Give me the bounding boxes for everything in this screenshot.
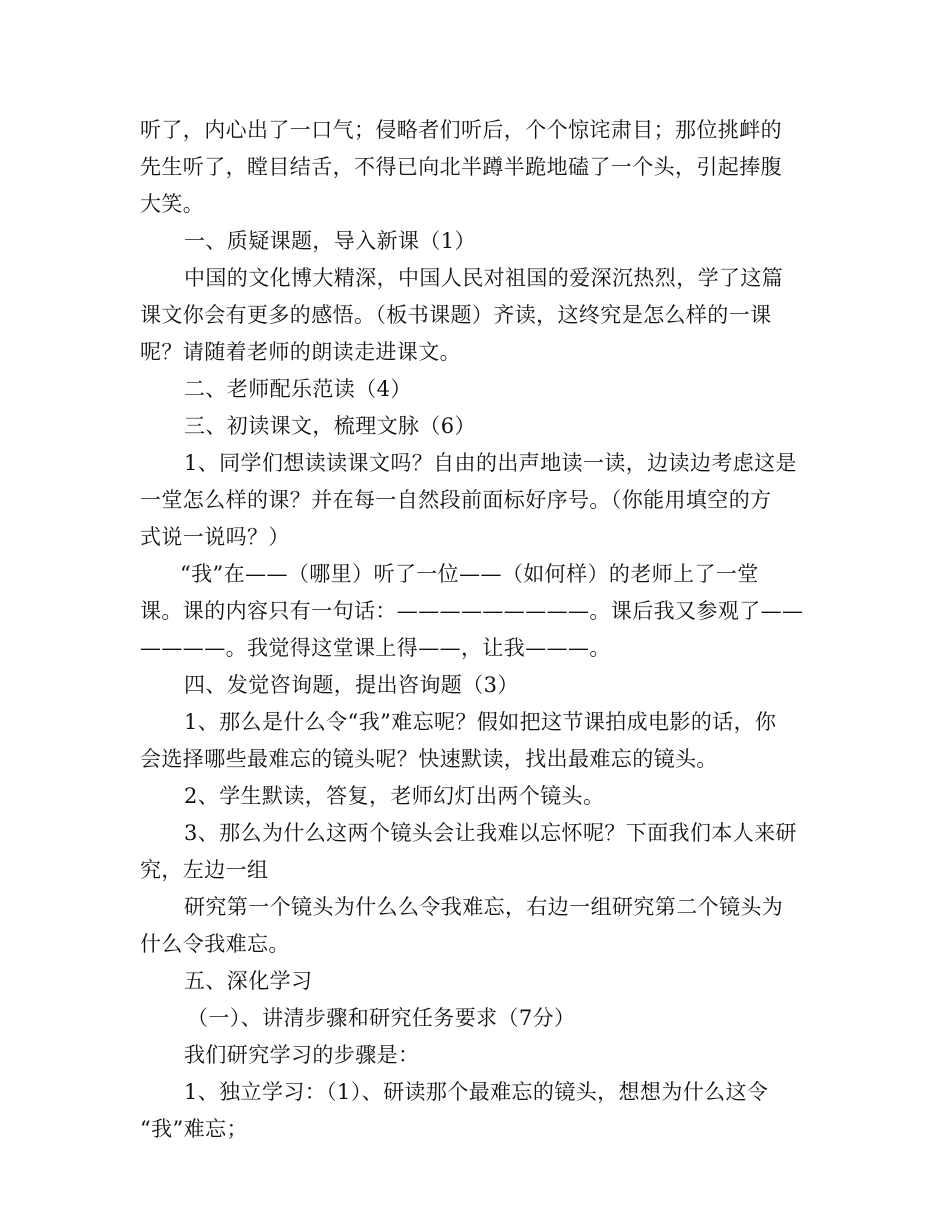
paragraph-line: 大笑。	[140, 192, 205, 216]
section-heading: 五、深化学习	[184, 969, 313, 993]
paragraph-line: 1、独立学习：（1）、研读那个最难忘的镜头，想想为什么这令	[184, 1080, 769, 1104]
paragraph-line: 会选择哪些最难忘的镜头呢？快速默读，找出最难忘的镜头。	[140, 747, 718, 771]
paragraph-line: 式说一说吗？）	[140, 525, 290, 549]
paragraph-line: ————。我觉得这堂课上得——，让我———。	[140, 636, 611, 660]
paragraph-line: 课。课的内容只有一句话：—————————。课后我又参观了——	[140, 599, 804, 623]
paragraph-line: 一堂怎么样的课？并在每一自然段前面标好序号。（你能用填空的方	[140, 488, 772, 512]
section-heading: 一、质疑课题，导入新课（1）	[184, 229, 476, 253]
paragraph-line: 先生听了，瞠目结舌，不得已向北半蹲半跪地磕了一个头，引起捧腹	[140, 155, 782, 179]
section-heading: 二、老师配乐范读（4）	[184, 377, 412, 401]
paragraph-line: 1、同学们想读读课文吗？自由的出声地读一读，边读边考虑这是	[184, 451, 797, 475]
paragraph-line: 3、那么为什么这两个镜头会让我难以忘怀呢？下面我们本人来研	[184, 821, 797, 845]
paragraph-line: “我”在——（哪里）听了一位——（如何样）的老师上了一堂	[180, 562, 759, 586]
paragraph-line: 我们研究学习的步骤是：	[184, 1043, 420, 1067]
section-heading: 三、初读课文，梳理文脉（6）	[184, 414, 476, 438]
paragraph-line: 课文你会有更多的感悟。（板书课题）齐读，这终究是怎么样的一课	[140, 303, 772, 327]
paragraph-line: “我”难忘；	[140, 1117, 248, 1141]
paragraph-line: 呢？请随着老师的朗读走进课文。	[140, 340, 461, 364]
paragraph-line: 1、那么是什么令“我”难忘呢？假如把这节课拍成电影的话，你	[184, 710, 777, 734]
paragraph-line: 什么令我难忘。	[140, 932, 290, 956]
section-heading: 四、发觉咨询题，提出咨询题（3）	[184, 673, 519, 697]
paragraph-line: 研究第一个镜头为什么么令我难忘，右边一组研究第二个镜头为	[184, 895, 784, 919]
paragraph-line: 中国的文化博大精深，中国人民对祖国的爱深沉热烈，学了这篇	[184, 266, 784, 290]
paragraph-line: 究，左边一组	[140, 858, 269, 882]
paragraph-line: 听了，内心出了一口气；侵略者们听后，个个惊诧肃目；那位挑衅的	[140, 118, 782, 142]
paragraph-line: 2、学生默读，答复，老师幻灯出两个镜头。	[184, 784, 605, 808]
subsection-heading: （一）、讲清步骤和研究任务要求（7分）	[187, 1006, 576, 1030]
